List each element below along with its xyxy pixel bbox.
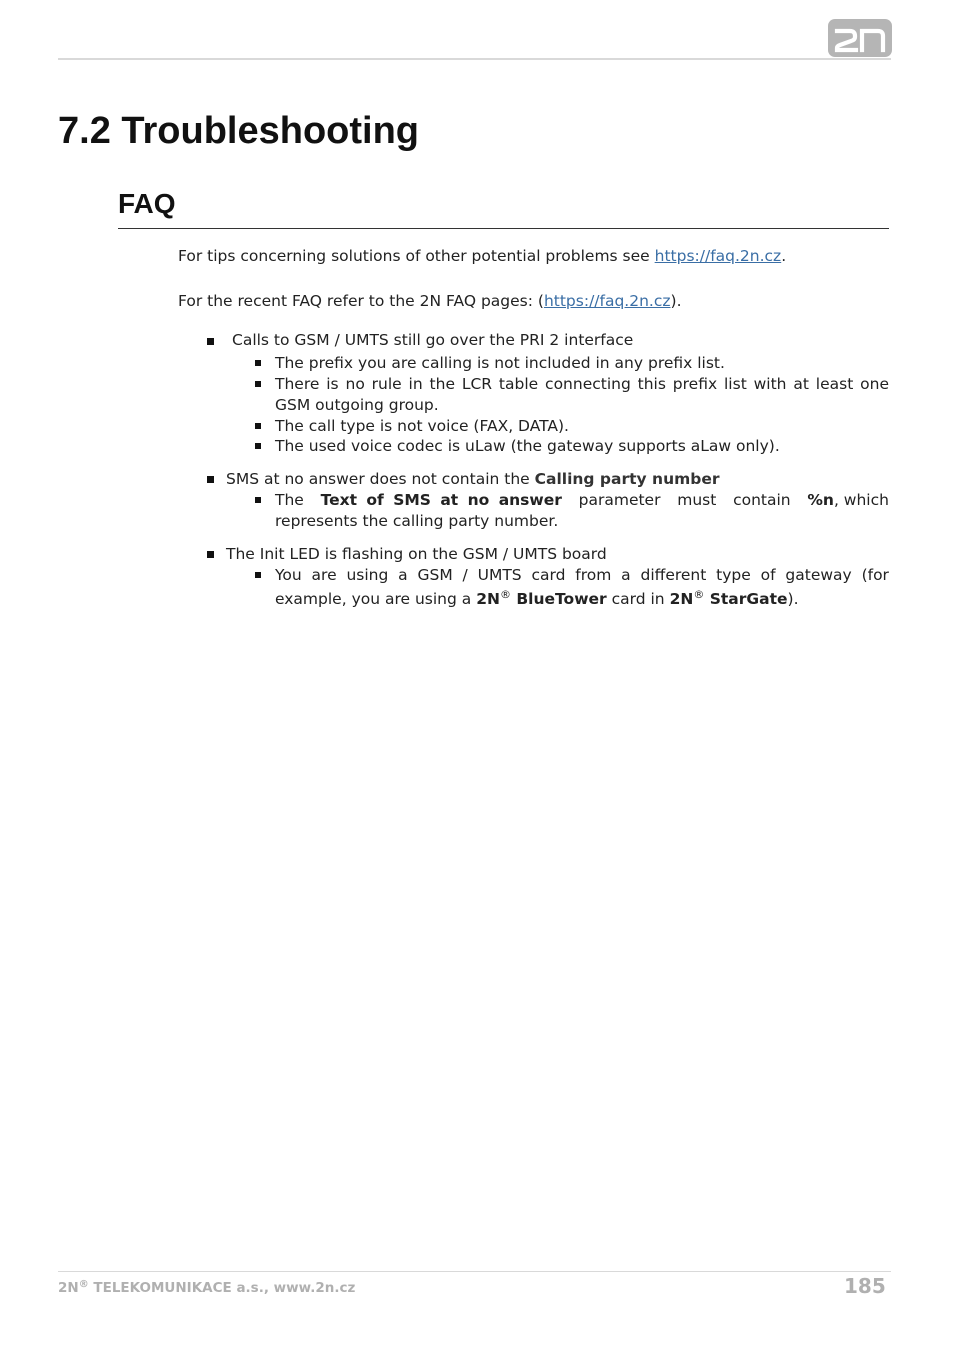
answer-word: You xyxy=(275,566,302,584)
faq-answer-2-1 xyxy=(275,491,889,509)
intro-end-1: . xyxy=(781,247,787,265)
answer-word: different xyxy=(640,566,707,584)
answer-word: are xyxy=(311,566,337,584)
answer-word: from xyxy=(575,566,612,584)
footer-rule xyxy=(58,1271,891,1272)
faq-link-1[interactable]: https://faq.2n.cz xyxy=(654,247,782,265)
footer-company-text: TELEKOMUNIKACE a.s., www.2n.cz xyxy=(88,1280,356,1296)
registered-mark: ® xyxy=(693,588,705,601)
bullet-icon xyxy=(207,338,214,345)
faq-answer-1-1: The prefix you are calling is not included in any prefix list. xyxy=(275,354,725,372)
registered-mark: ® xyxy=(78,1279,89,1290)
brand-2n: 2N xyxy=(669,590,694,608)
bullet-icon xyxy=(207,551,214,558)
answer-word: a xyxy=(398,566,408,584)
answer-text: card in xyxy=(606,590,670,608)
answer-word: parameter xyxy=(578,491,661,509)
section-title: FAQ xyxy=(118,188,176,219)
brand-2n: 2N xyxy=(476,590,500,608)
answer-word: card xyxy=(531,566,566,584)
percent-n-token xyxy=(807,491,889,509)
answer-word: a xyxy=(621,566,631,584)
question-2-text: SMS at no answer does not contain the xyxy=(226,470,535,488)
intro-paragraph-1 xyxy=(178,247,786,265)
faq-answer-1-2-cont: GSM outgoing group. xyxy=(275,396,439,414)
product-stargate: StarGate xyxy=(704,590,788,608)
calling-party-number-term: Calling party number xyxy=(534,470,720,488)
faq-answer-1-4: The used voice codec is uLaw (the gateway supports aLaw only). xyxy=(275,437,780,455)
page-title: 7.2 Troubleshooting xyxy=(58,110,420,152)
answer-word: GSM xyxy=(417,566,453,584)
answer-word: gateway xyxy=(785,566,852,584)
answer-word: using xyxy=(346,566,389,584)
faq-answer-3-1-cont xyxy=(275,590,799,608)
answer-word: / xyxy=(462,566,468,584)
faq-answer-1-2: There is no rule in the LCR table connecting this prefix list with at least one xyxy=(275,375,889,393)
faq-question-2 xyxy=(226,470,720,488)
bullet-icon xyxy=(255,360,261,366)
bullet-icon xyxy=(255,572,261,578)
answer-word: contain xyxy=(733,491,791,509)
faq-link-2[interactable]: https://faq.2n.cz xyxy=(543,292,671,310)
bullet-icon xyxy=(255,443,261,449)
faq-question-1: Calls to GSM / UMTS still go over the PRI 2 interface xyxy=(232,331,634,349)
bullet-icon xyxy=(207,476,214,483)
product-bluetower: BlueTower xyxy=(510,590,607,608)
bullet-icon xyxy=(255,423,261,429)
faq-answer-1-3: The call type is not voice (FAX, DATA). xyxy=(275,417,569,435)
faq-question-3: The Init LED is flashing on the GSM / UMTS board xyxy=(226,545,607,563)
intro-end-2: ). xyxy=(670,292,682,310)
intro-text-2: For the recent FAQ refer to the 2N FAQ pages: ( xyxy=(178,292,544,310)
answer-word: (for xyxy=(861,566,889,584)
section-rule xyxy=(118,228,889,229)
percent-n: %n xyxy=(807,491,834,509)
answer-text: ). xyxy=(787,590,799,608)
answer-word: type xyxy=(716,566,751,584)
faq-answer-2-1-cont: represents the calling party number. xyxy=(275,512,559,530)
sms-no-answer-parameter: Text of SMS at no answer xyxy=(320,491,562,509)
faq-answer-3-1 xyxy=(275,566,889,584)
page-number: 185 xyxy=(844,1274,886,1298)
bullet-icon xyxy=(255,497,261,503)
answer-word: must xyxy=(677,491,717,509)
intro-paragraph-2 xyxy=(178,292,682,310)
bullet-icon xyxy=(255,381,261,387)
registered-mark: ® xyxy=(499,588,511,601)
2n-logo xyxy=(828,19,892,57)
answer-word: , which xyxy=(833,491,889,509)
intro-text-1: For tips concerning solutions of other potential problems see xyxy=(178,247,655,265)
header-rule xyxy=(58,58,891,60)
footer-brand: 2N xyxy=(58,1280,79,1296)
answer-word: of xyxy=(760,566,776,584)
answer-word: UMTS xyxy=(477,566,522,584)
answer-text: example, you are using a xyxy=(275,590,477,608)
answer-word: The xyxy=(275,491,304,509)
footer-company xyxy=(58,1280,355,1296)
